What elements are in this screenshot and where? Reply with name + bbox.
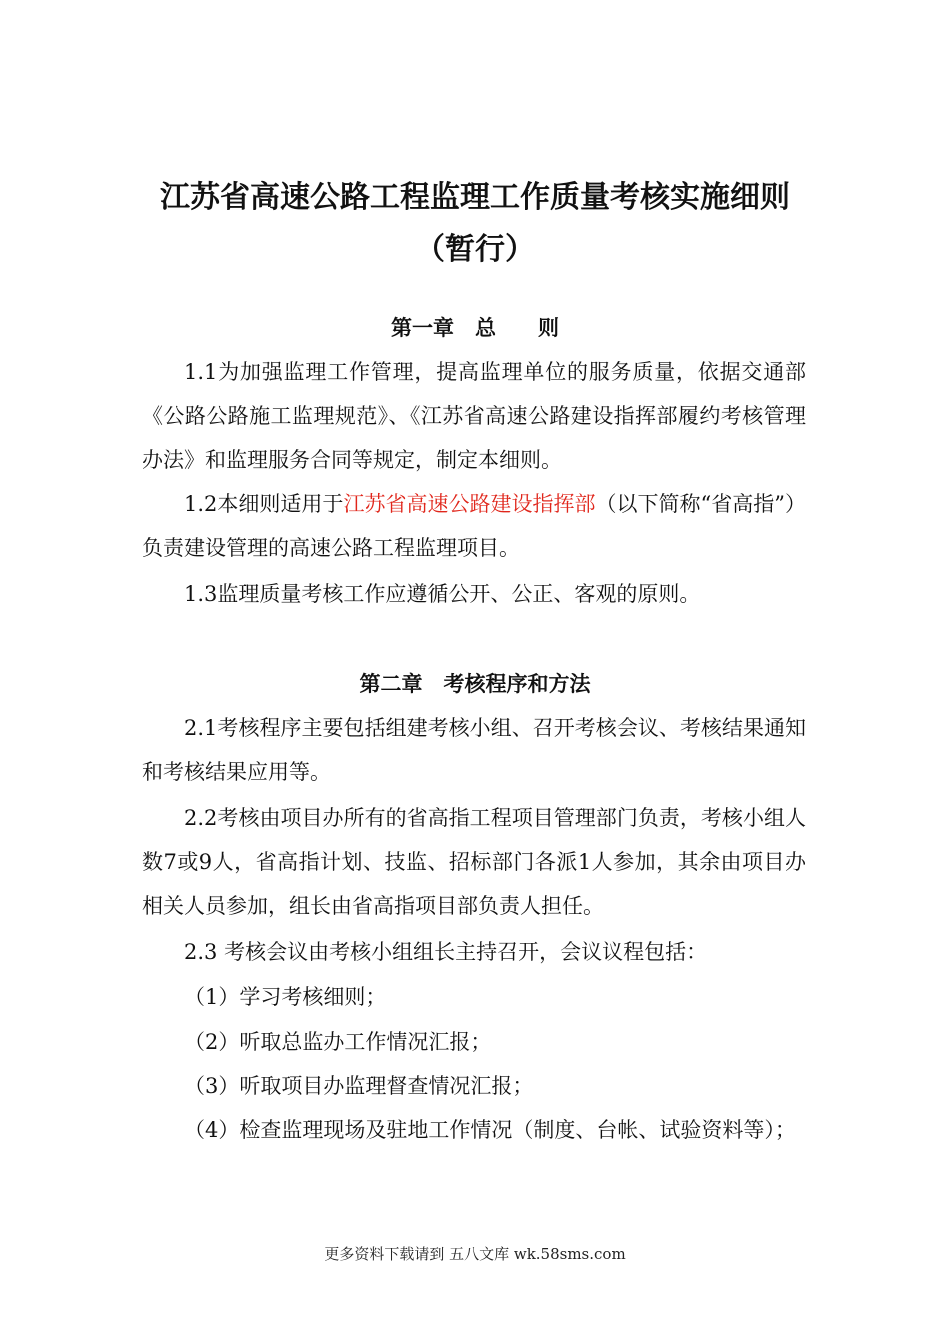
chapter-1-heading: 第一章 总 则 (391, 315, 559, 340)
paragraph-2-2: 2.2考核由项目办所有的省高指工程项目管理部门负责，考核小组人数7或9人，省高指计划、技监、招标部门各派1人参加，其余由项目办相关人员参加，组长由省高指项目部负责人担任。 (142, 806, 806, 918)
paragraph-2-3: 2.3 考核会议由考核小组组长主持召开，会议议程包括： (184, 940, 708, 964)
paragraph-1-2-after: （以下简称“省高指”）负责建设管理的高速公路工程监理项目。 (142, 492, 806, 560)
paragraph-2-1: 2.1考核程序主要包括组建考核小组、召开考核会议、考核结果通知和考核结果应用等。 (142, 716, 806, 784)
page-footer: 更多资料下载请到 五八文库 wk.58sms.com (324, 1245, 626, 1263)
paragraph-1-2-before: 1.2本细则适用于 (184, 492, 344, 516)
agenda-item-2: （2）听取总监办工作情况汇报； (184, 1030, 492, 1054)
paragraph-1-3: 1.3监理质量考核工作应遵循公开、公正、客观的原则。 (184, 582, 701, 606)
agenda-item-1: （1）学习考核细则； (184, 985, 387, 1009)
paragraph-1-2 (142, 482, 806, 570)
agenda-item-4: （4）检查监理现场及驻地工作情况（制度、台帐、试验资料等）； (184, 1118, 796, 1142)
paragraph-1-2-highlight: 江苏省高速公路建设指挥部 (343, 492, 596, 516)
paragraph-1-1: 1.1为加强监理工作管理，提高监理单位的服务质量，依据交通部《公路公路施工监理规范》、《江苏省高速公路建设指挥部履约考核管理办法》和监理服务合同等规定，制定本细则。 (142, 360, 806, 472)
agenda-item-3: （3）听取项目办监理督查情况汇报； (184, 1074, 534, 1098)
chapter-2-heading: 第二章 考核程序和方法 (359, 671, 591, 696)
document-title: 江苏省高速公路工程监理工作质量考核实施细则（暂行） (160, 180, 790, 267)
